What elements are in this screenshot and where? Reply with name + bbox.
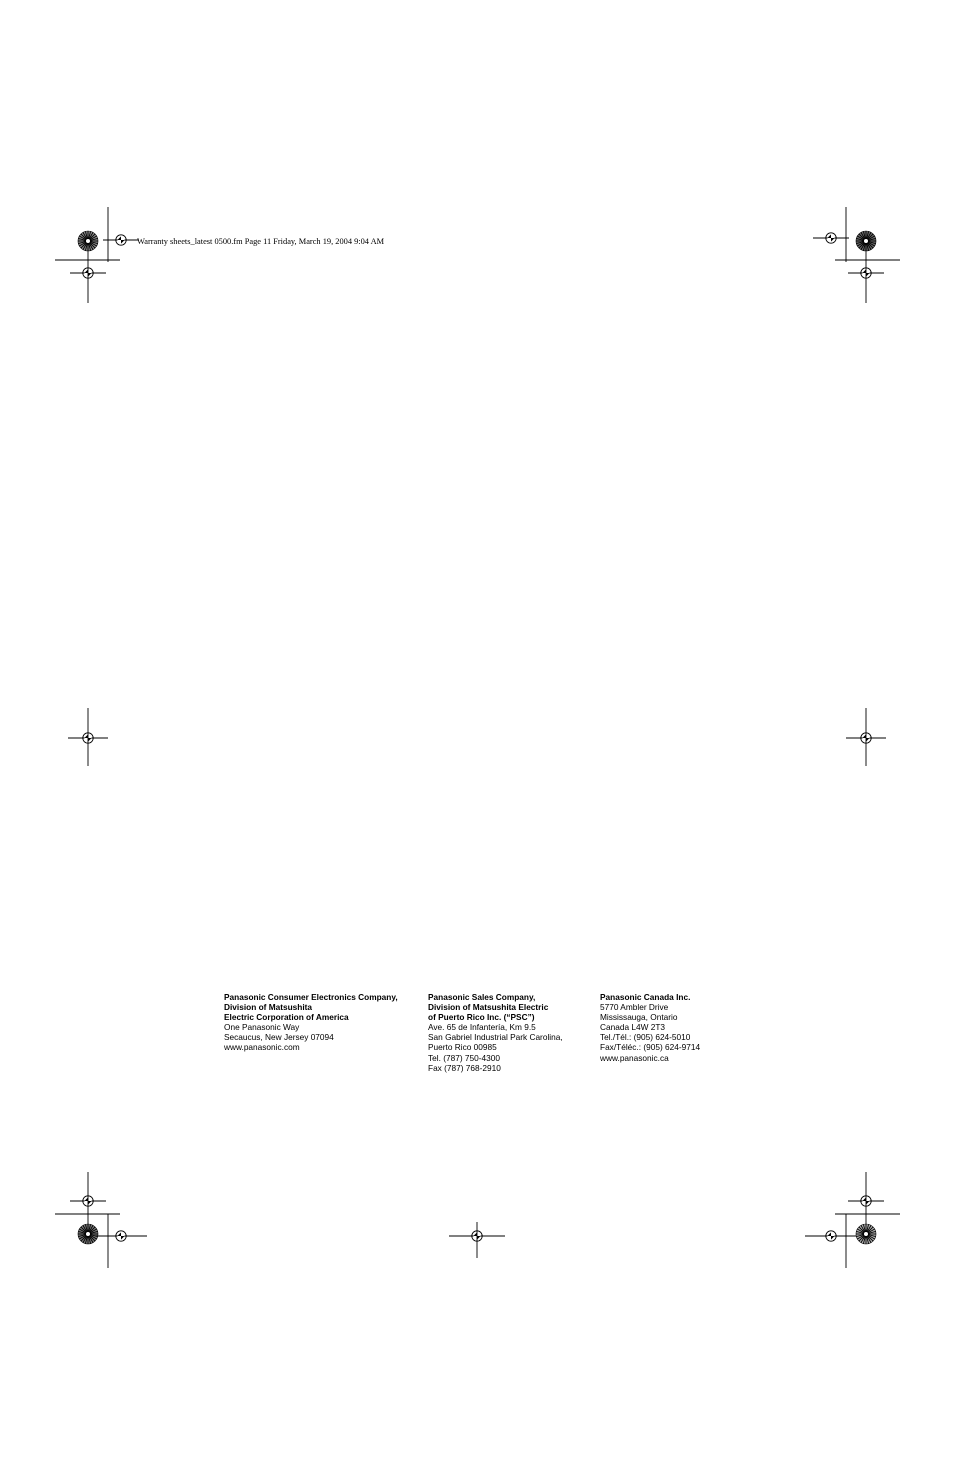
starburst-center — [864, 1232, 868, 1236]
website-line: www.panasonic.ca — [600, 1052, 669, 1063]
target-quadrant-icon — [117, 1232, 124, 1239]
company-name-line: Division of Matsushita Electric — [428, 1002, 549, 1013]
fax-line: Fax (787) 768-2910 — [428, 1062, 501, 1073]
phone-line: Tel. (787) 750-4300 — [428, 1052, 500, 1063]
address-block-usa — [224, 992, 398, 1053]
address-block-puerto-rico — [428, 992, 563, 1073]
address-line: 5770 Ambler Drive — [600, 1002, 669, 1013]
starburst-center — [86, 239, 90, 243]
starburst-center — [864, 239, 868, 243]
address-line: Canada L4W 2T3 — [600, 1022, 666, 1033]
address-line: San Gabriel Industrial Park Carolina, — [428, 1032, 563, 1043]
target-quadrant-icon — [827, 234, 834, 241]
company-name-line: Panasonic Canada Inc. — [600, 992, 691, 1002]
company-name-line: Panasonic Consumer Electronics Company, — [224, 992, 398, 1002]
company-name-line: Division of Matsushita — [224, 1002, 313, 1013]
address-line: Secaucus, New Jersey 07094 — [224, 1032, 334, 1043]
company-name-line: Electric Corporation of America — [224, 1012, 349, 1023]
fax-line: Fax/Téléc.: (905) 624-9714 — [600, 1042, 701, 1053]
company-name-line: of Puerto Rico Inc. (“PSC”) — [428, 1012, 535, 1023]
address-line: Ave. 65 de Infantería, Km 9.5 — [428, 1022, 536, 1033]
address-block-canada — [600, 992, 700, 1063]
print-header: Warranty sheets_latest 0500.fm Page 11 Friday, March 19, 2004 9:04 AM — [137, 237, 385, 246]
address-line: Mississauga, Ontario — [600, 1012, 678, 1023]
starburst-center — [86, 1232, 90, 1236]
target-quadrant-icon — [117, 236, 124, 243]
company-name-line: Panasonic Sales Company, — [428, 992, 536, 1002]
website-line: www.panasonic.com — [224, 1042, 300, 1053]
target-quadrant-icon — [827, 1232, 834, 1239]
address-line: Puerto Rico 00985 — [428, 1042, 497, 1053]
phone-line: Tel./Tél.: (905) 624-5010 — [600, 1032, 691, 1043]
address-line: One Panasonic Way — [224, 1022, 300, 1033]
